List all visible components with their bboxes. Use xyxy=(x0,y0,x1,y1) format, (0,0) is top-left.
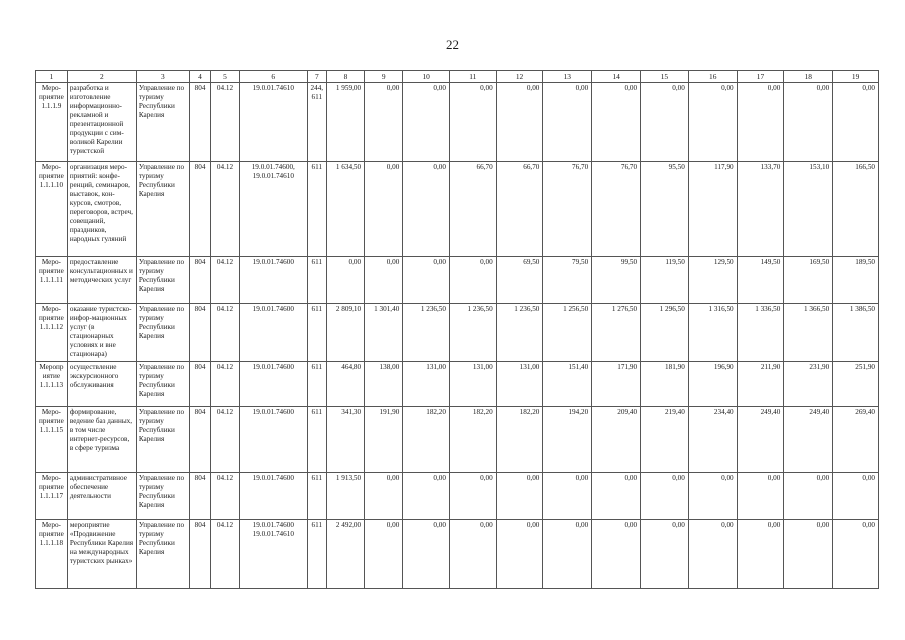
amount-cell: 0,00 xyxy=(784,520,833,589)
measure-code-cell: Меро- приятие 1.1.1.12 xyxy=(36,304,68,362)
amount-cell: 0,00 xyxy=(403,83,450,162)
amount-cell: 194,20 xyxy=(543,407,592,473)
amount-cell: 0,00 xyxy=(784,473,833,520)
expense-type-cell: 611 xyxy=(307,257,326,304)
amount-cell: 0,00 xyxy=(641,83,689,162)
amount-cell: 209,40 xyxy=(592,407,641,473)
column-number: 1 xyxy=(36,71,68,83)
column-number: 14 xyxy=(592,71,641,83)
target-article-cell: 19.0.01.74600 xyxy=(239,362,307,407)
amount-cell: 99,50 xyxy=(592,257,641,304)
amount-cell: 0,00 xyxy=(641,520,689,589)
amount-cell: 191,90 xyxy=(365,407,403,473)
column-number: 16 xyxy=(688,71,737,83)
grbs-code-cell: 804 xyxy=(189,257,210,304)
column-number: 7 xyxy=(307,71,326,83)
amount-cell: 219,40 xyxy=(641,407,689,473)
amount-cell: 0,00 xyxy=(833,520,879,589)
expense-type-cell: 611 xyxy=(307,407,326,473)
amount-cell: 0,00 xyxy=(496,83,543,162)
amount-cell: 269,40 xyxy=(833,407,879,473)
amount-cell: 0,00 xyxy=(496,520,543,589)
amount-cell: 249,40 xyxy=(784,407,833,473)
amount-cell: 0,00 xyxy=(365,257,403,304)
measure-code-cell: Меро- приятие 1.1.1.18 xyxy=(36,520,68,589)
column-number: 2 xyxy=(67,71,136,83)
column-number: 5 xyxy=(211,71,240,83)
table-row xyxy=(36,83,879,162)
section-code-cell: 04.12 xyxy=(211,257,240,304)
column-number: 9 xyxy=(365,71,403,83)
target-article-cell: 19.0.01.74600 19.0.01.74610 xyxy=(239,520,307,589)
amount-cell: 189,50 xyxy=(833,257,879,304)
amount-cell: 1 366,50 xyxy=(784,304,833,362)
section-code-cell: 04.12 xyxy=(211,520,240,589)
amount-cell: 0,00 xyxy=(833,83,879,162)
table-row xyxy=(36,257,879,304)
amount-cell: 1 296,50 xyxy=(641,304,689,362)
expense-type-cell: 611 xyxy=(307,473,326,520)
measure-description-cell: организация меро-приятий: конфе-ренций, семинаров, выставок, кон-курсов, смотров, переговоров, встреч, совещаний, праздников, народных гуляний xyxy=(67,162,136,257)
responsible-organization-cell: Управление по туризму Республики Карелия xyxy=(136,520,189,589)
amount-cell: 0,00 xyxy=(403,473,450,520)
amount-cell: 0,00 xyxy=(737,473,784,520)
amount-cell: 0,00 xyxy=(326,257,364,304)
amount-cell: 0,00 xyxy=(365,83,403,162)
amount-cell: 1 301,40 xyxy=(365,304,403,362)
amount-cell: 169,50 xyxy=(784,257,833,304)
amount-cell: 151,40 xyxy=(543,362,592,407)
grbs-code-cell: 804 xyxy=(189,83,210,162)
amount-cell: 182,20 xyxy=(403,407,450,473)
column-number: 18 xyxy=(784,71,833,83)
amount-cell: 149,50 xyxy=(737,257,784,304)
amount-cell: 0,00 xyxy=(449,520,496,589)
amount-cell: 196,90 xyxy=(688,362,737,407)
measure-code-cell: Меро- приятие 1.1.1.17 xyxy=(36,473,68,520)
amount-cell: 0,00 xyxy=(449,473,496,520)
expense-type-cell: 611 xyxy=(307,162,326,257)
target-article-cell: 19.0.01.74600 xyxy=(239,257,307,304)
measure-description-cell: осуществление экскурсионного обслуживания xyxy=(67,362,136,407)
amount-cell: 234,40 xyxy=(688,407,737,473)
amount-cell: 464,80 xyxy=(326,362,364,407)
amount-cell: 0,00 xyxy=(688,473,737,520)
amount-cell: 0,00 xyxy=(737,83,784,162)
budget-table-body xyxy=(36,71,879,589)
amount-cell: 0,00 xyxy=(403,257,450,304)
amount-cell: 251,90 xyxy=(833,362,879,407)
section-code-cell: 04.12 xyxy=(211,83,240,162)
amount-cell: 0,00 xyxy=(543,520,592,589)
amount-cell: 131,00 xyxy=(496,362,543,407)
amount-cell: 0,00 xyxy=(543,473,592,520)
amount-cell: 1 634,50 xyxy=(326,162,364,257)
amount-cell: 0,00 xyxy=(543,83,592,162)
grbs-code-cell: 804 xyxy=(189,473,210,520)
grbs-code-cell: 804 xyxy=(189,407,210,473)
amount-cell: 1 386,50 xyxy=(833,304,879,362)
amount-cell: 0,00 xyxy=(641,473,689,520)
column-number: 17 xyxy=(737,71,784,83)
measure-code-cell: Меро- приятие 1.1.1.9 xyxy=(36,83,68,162)
measure-description-cell: мероприятие «Продвижение Республики Карелия на международных туристских рынках» xyxy=(67,520,136,589)
amount-cell: 0,00 xyxy=(496,473,543,520)
target-article-cell: 19.0.01.74600 xyxy=(239,407,307,473)
amount-cell: 76,70 xyxy=(543,162,592,257)
amount-cell: 1 236,50 xyxy=(449,304,496,362)
expense-type-cell: 611 xyxy=(307,520,326,589)
amount-cell: 95,50 xyxy=(641,162,689,257)
page-number: 22 xyxy=(446,37,459,52)
amount-cell: 181,90 xyxy=(641,362,689,407)
amount-cell: 119,50 xyxy=(641,257,689,304)
amount-cell: 0,00 xyxy=(449,257,496,304)
amount-cell: 0,00 xyxy=(688,83,737,162)
amount-cell: 182,20 xyxy=(496,407,543,473)
section-code-cell: 04.12 xyxy=(211,407,240,473)
responsible-organization-cell: Управление по туризму Республики Карелия xyxy=(136,362,189,407)
amount-cell: 0,00 xyxy=(403,520,450,589)
amount-cell: 0,00 xyxy=(365,520,403,589)
amount-cell: 171,90 xyxy=(592,362,641,407)
amount-cell: 0,00 xyxy=(737,520,784,589)
amount-cell: 69,50 xyxy=(496,257,543,304)
column-number: 11 xyxy=(449,71,496,83)
amount-cell: 1 236,50 xyxy=(496,304,543,362)
expense-type-cell: 244, 611 xyxy=(307,83,326,162)
amount-cell: 138,00 xyxy=(365,362,403,407)
column-number: 4 xyxy=(189,71,210,83)
expense-type-cell: 611 xyxy=(307,362,326,407)
grbs-code-cell: 804 xyxy=(189,304,210,362)
target-article-cell: 19.0.01.74600 xyxy=(239,304,307,362)
table-row xyxy=(36,162,879,257)
table-row xyxy=(36,304,879,362)
measure-description-cell: оказание туристско-инфор-мационных услуг (в стационарных условиях и вне стационара) xyxy=(67,304,136,362)
amount-cell: 0,00 xyxy=(365,473,403,520)
grbs-code-cell: 804 xyxy=(189,162,210,257)
section-code-cell: 04.12 xyxy=(211,473,240,520)
column-number: 13 xyxy=(543,71,592,83)
amount-cell: 1 336,50 xyxy=(737,304,784,362)
amount-cell: 129,50 xyxy=(688,257,737,304)
amount-cell: 2 492,00 xyxy=(326,520,364,589)
measure-code-cell: Меропр иятие 1.1.1.13 xyxy=(36,362,68,407)
responsible-organization-cell: Управление по туризму Республики Карелия xyxy=(136,304,189,362)
expense-type-cell: 611 xyxy=(307,304,326,362)
section-code-cell: 04.12 xyxy=(211,162,240,257)
amount-cell: 0,00 xyxy=(688,520,737,589)
amount-cell: 0,00 xyxy=(592,520,641,589)
amount-cell: 0,00 xyxy=(592,83,641,162)
amount-cell: 211,90 xyxy=(737,362,784,407)
measure-description-cell: административное обеспечение деятельности xyxy=(67,473,136,520)
table-row xyxy=(36,473,879,520)
grbs-code-cell: 804 xyxy=(189,520,210,589)
column-number-row xyxy=(36,71,879,83)
target-article-cell: 19.0.01.74600, 19.0.01.74610 xyxy=(239,162,307,257)
measure-description-cell: формирование, ведение баз данных, в том числе интернет-ресурсов, в сфере туризма xyxy=(67,407,136,473)
amount-cell: 0,00 xyxy=(833,473,879,520)
measure-description-cell: предоставление консультационных и методических услуг xyxy=(67,257,136,304)
responsible-organization-cell: Управление по туризму Республики Карелия xyxy=(136,407,189,473)
amount-cell: 0,00 xyxy=(449,83,496,162)
table-row xyxy=(36,520,879,589)
amount-cell: 153,10 xyxy=(784,162,833,257)
amount-cell: 66,70 xyxy=(449,162,496,257)
amount-cell: 231,90 xyxy=(784,362,833,407)
table-row xyxy=(36,407,879,473)
amount-cell: 0,00 xyxy=(365,162,403,257)
measure-code-cell: Меро- приятие 1.1.1.10 xyxy=(36,162,68,257)
responsible-organization-cell: Управление по туризму Республики Карелия xyxy=(136,473,189,520)
amount-cell: 0,00 xyxy=(403,162,450,257)
column-number: 12 xyxy=(496,71,543,83)
column-number: 6 xyxy=(239,71,307,83)
amount-cell: 2 809,10 xyxy=(326,304,364,362)
amount-cell: 1 276,50 xyxy=(592,304,641,362)
amount-cell: 131,00 xyxy=(449,362,496,407)
section-code-cell: 04.12 xyxy=(211,304,240,362)
amount-cell: 79,50 xyxy=(543,257,592,304)
budget-table xyxy=(35,70,879,589)
column-number: 3 xyxy=(136,71,189,83)
column-number: 15 xyxy=(641,71,689,83)
amount-cell: 131,00 xyxy=(403,362,450,407)
amount-cell: 1 959,00 xyxy=(326,83,364,162)
table-row xyxy=(36,362,879,407)
amount-cell: 76,70 xyxy=(592,162,641,257)
amount-cell: 1 236,50 xyxy=(403,304,450,362)
measure-code-cell: Меро- приятие 1.1.1.11 xyxy=(36,257,68,304)
column-number: 8 xyxy=(326,71,364,83)
amount-cell: 182,20 xyxy=(449,407,496,473)
amount-cell: 0,00 xyxy=(592,473,641,520)
column-number: 19 xyxy=(833,71,879,83)
amount-cell: 66,70 xyxy=(496,162,543,257)
target-article-cell: 19.0.01.74610 xyxy=(239,83,307,162)
amount-cell: 166,50 xyxy=(833,162,879,257)
amount-cell: 117,90 xyxy=(688,162,737,257)
amount-cell: 0,00 xyxy=(784,83,833,162)
amount-cell: 249,40 xyxy=(737,407,784,473)
amount-cell: 341,30 xyxy=(326,407,364,473)
responsible-organization-cell: Управление по туризму Республики Карелия xyxy=(136,257,189,304)
measure-description-cell: разработка и изготовление информационно-рекламной и презентационной продукции с сим-воликой Карелии туристской xyxy=(67,83,136,162)
target-article-cell: 19.0.01.74600 xyxy=(239,473,307,520)
amount-cell: 133,70 xyxy=(737,162,784,257)
responsible-organization-cell: Управление по туризму Республики Карелия xyxy=(136,162,189,257)
amount-cell: 1 316,50 xyxy=(688,304,737,362)
amount-cell: 1 256,50 xyxy=(543,304,592,362)
amount-cell: 1 913,50 xyxy=(326,473,364,520)
column-number: 10 xyxy=(403,71,450,83)
responsible-organization-cell: Управление по туризму Республики Карелия xyxy=(136,83,189,162)
grbs-code-cell: 804 xyxy=(189,362,210,407)
measure-code-cell: Меро- приятие 1.1.1.15 xyxy=(36,407,68,473)
section-code-cell: 04.12 xyxy=(211,362,240,407)
